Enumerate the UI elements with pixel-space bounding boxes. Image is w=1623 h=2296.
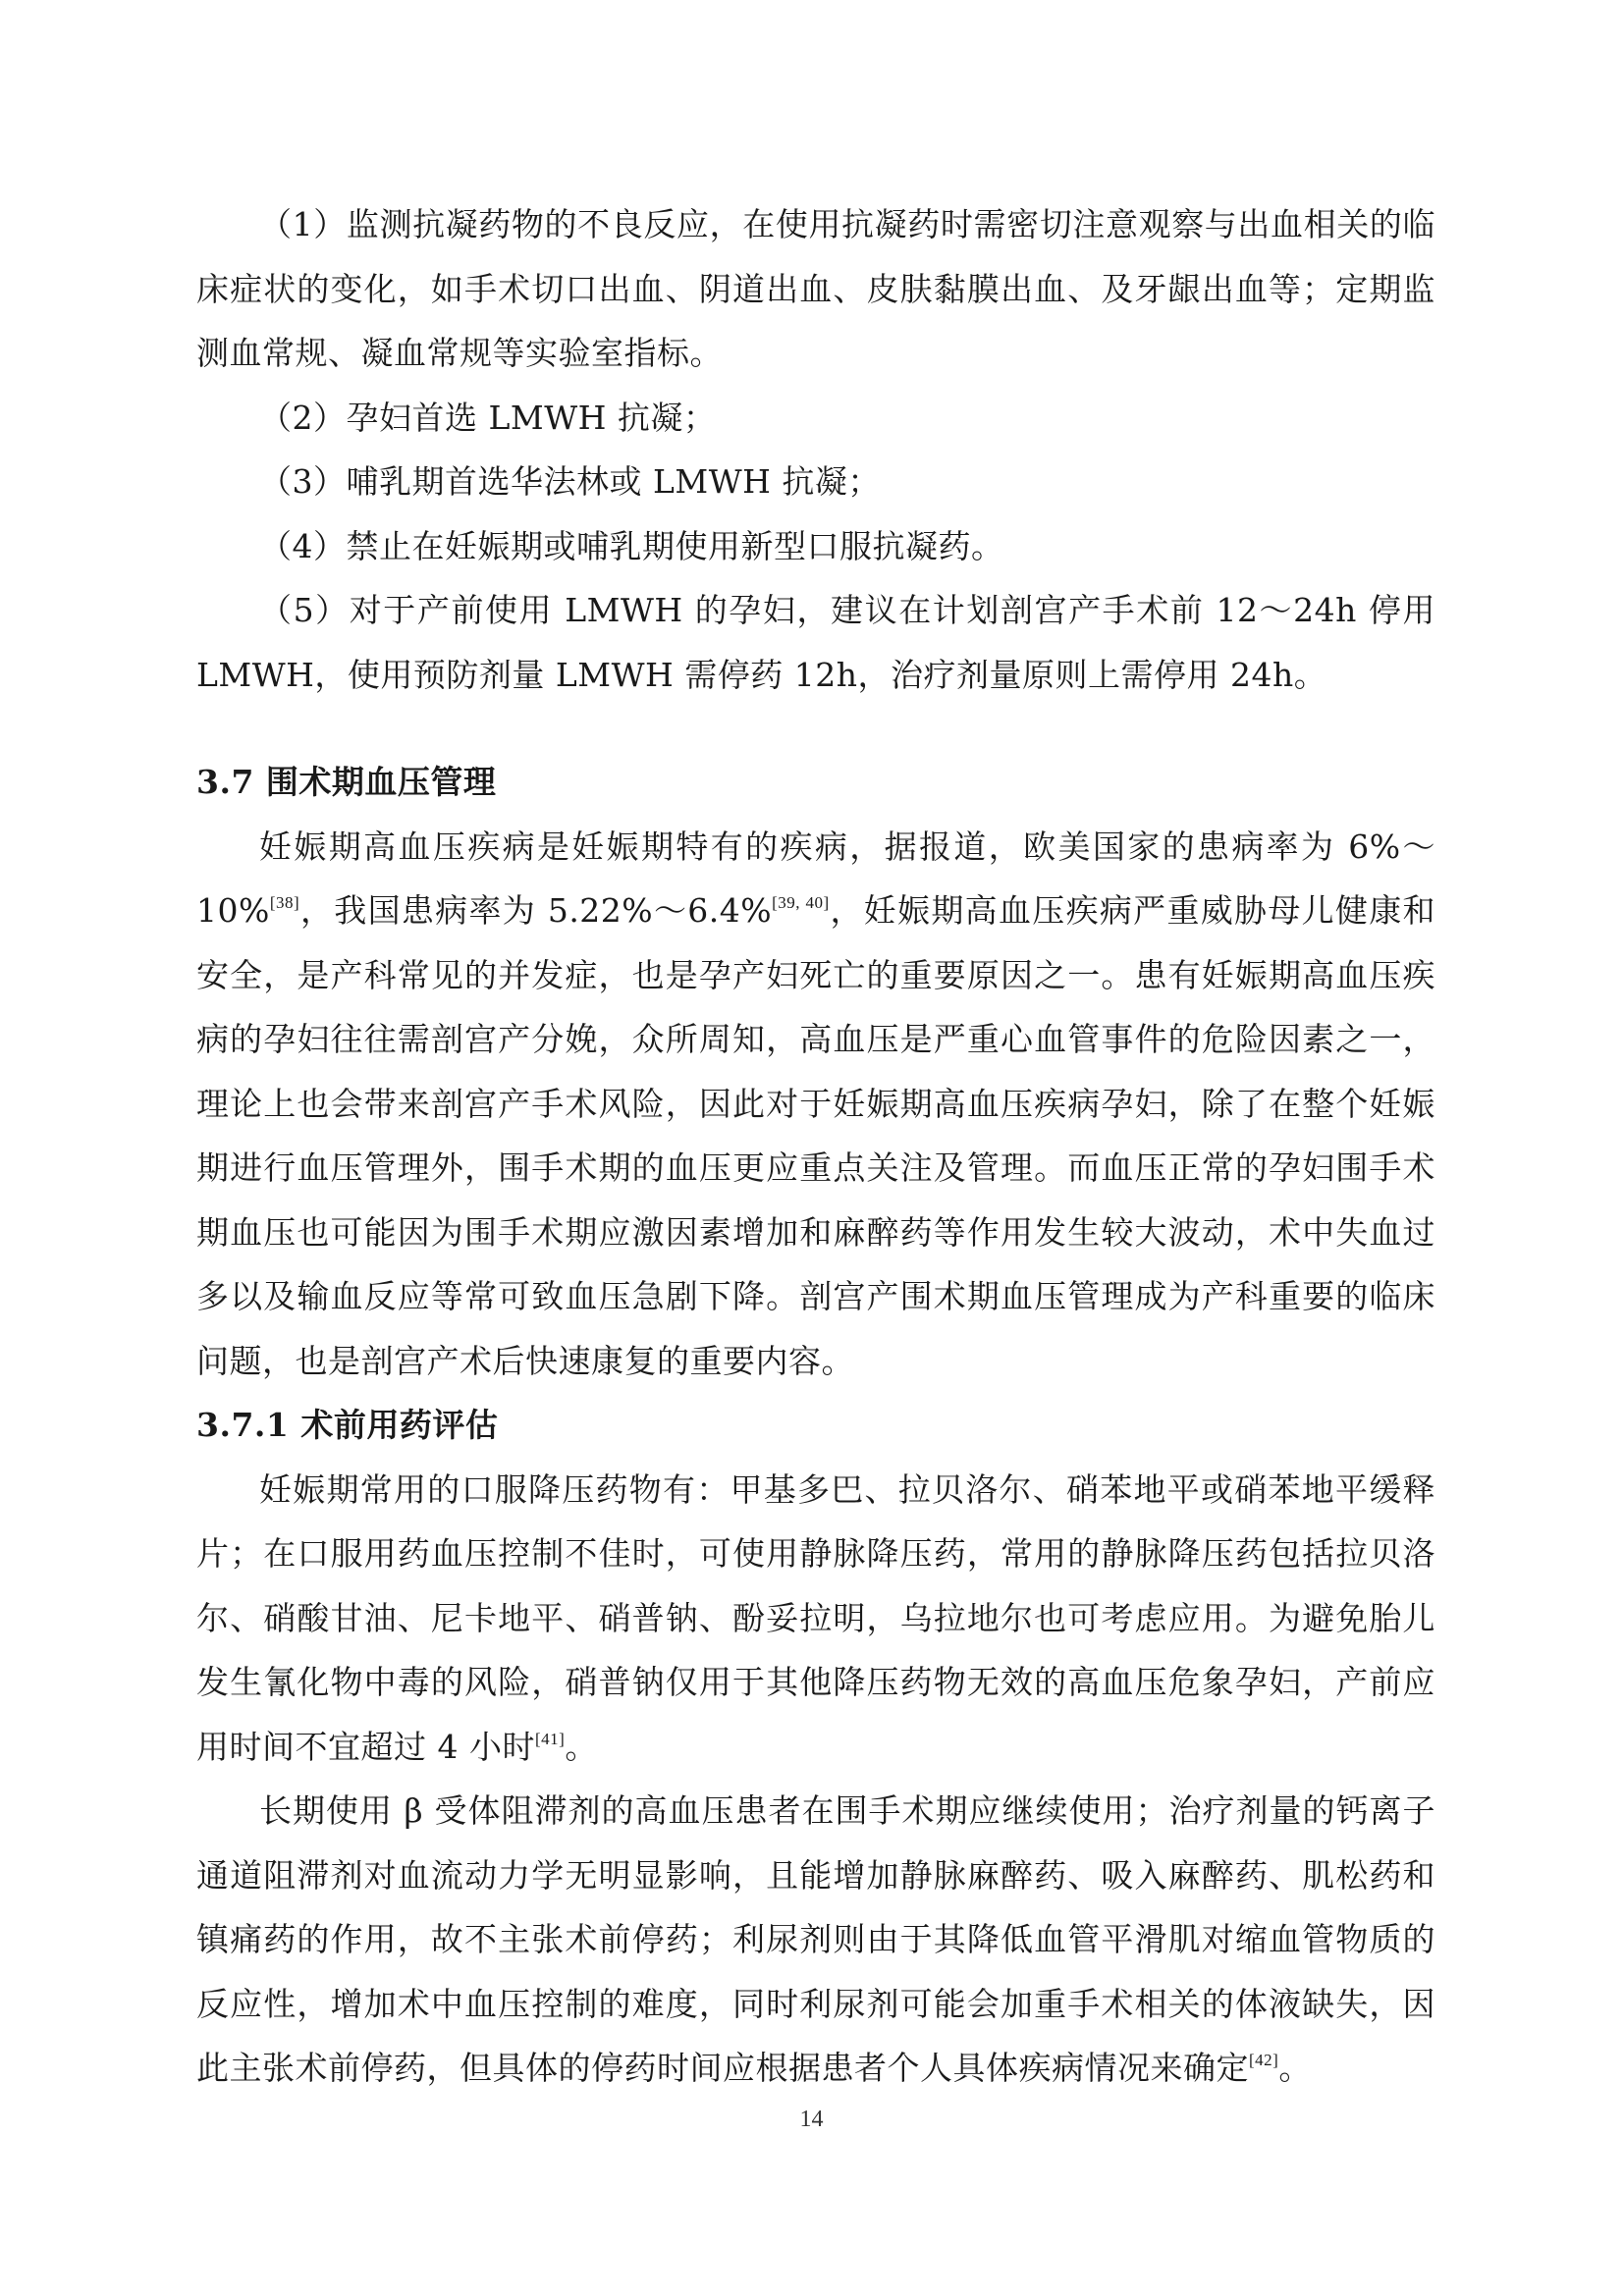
citation-42: [42] xyxy=(1249,2051,1279,2069)
page-number: 14 xyxy=(799,2107,824,2132)
paragraph-oral-drugs xyxy=(196,1458,1435,1780)
citation-39-40: [39, 40] xyxy=(772,893,830,912)
list-item-3: （3）哺乳期首选华法林或 LMWH 抗凝； xyxy=(259,462,881,501)
paragraph-text: ，我国患病率为 5.22%～6.4% xyxy=(299,891,773,930)
paragraph-text: 妊娠期高血压疾病是妊娠期特有的疾病，据报道，欧美国家的患病率为 6%～10% xyxy=(196,827,1435,930)
paragraph-text: 。 xyxy=(1278,2049,1312,2087)
list-item-4: （4）禁止在妊娠期或哺乳期使用新型口服抗凝药。 xyxy=(259,526,1004,565)
list-item-5: （5）对于产前使用 LMWH 的孕妇，建议在计划剖宫产手术前 12～24h 停用 LMWH，使用预防剂量 LMWH 需停药 12h，治疗剂量原则上需停用 24h。 xyxy=(196,591,1435,694)
citation-41: [41] xyxy=(534,1729,566,1748)
section-heading-3-7-1: 3.7.1 术前用药评估 xyxy=(196,1406,499,1444)
document-page xyxy=(196,192,1435,2101)
paragraph-text: 妊娠期常用的口服降压药物有：甲基多巴、拉贝洛尔、硝苯地平或硝苯地平缓释片；在口服用药血压控制不佳时，可使用静脉降压药，常用的静脉降压药包括拉贝洛尔、硝酸甘油、尼卡地平、硝普钠、酚妥拉明，乌拉地尔也可考虑应用。为避免胎儿发生氰化物中毒的风险，硝普钠仅用于其他降压药物无效的高血压危象孕妇，产前应用时间不宜超过 4 小时 xyxy=(196,1469,1435,1766)
list-item-2: （2）孕妇首选 LMWH 抗凝； xyxy=(259,398,717,437)
paragraph-bp-overview xyxy=(196,815,1435,1394)
citation-38: [38] xyxy=(269,893,300,912)
paragraph-beta-blockers xyxy=(196,1779,1435,2101)
paragraph-text: 。 xyxy=(565,1727,598,1766)
paragraph-text: 长期使用 β 受体阻滞剂的高血压患者在围手术期应继续使用；治疗剂量的钙离子通道阻滞剂对血流动力学无明显影响，且能增加静脉麻醉药、吸入麻醉药、肌松药和镇痛药的作用，故不主张术前停药；利尿剂则由于其降低血管平滑肌对缩血管物质的反应性，增加术中血压控制的难度，同时利尿剂可能会加重手术相关的体液缺失，因此主张术前停药，但具体的停药时间应根据患者个人具体疾病情况来确定 xyxy=(196,1791,1435,2087)
list-item-1: （1）监测抗凝药物的不良反应，在使用抗凝药时需密切注意观察与出血相关的临床症状的变化，如手术切口出血、阴道出血、皮肤黏膜出血、及牙龈出血等；定期监测血常规、凝血常规等实验室指标。 xyxy=(196,205,1435,372)
section-heading-3-7: 3.7 围术期血压管理 xyxy=(196,763,497,801)
section-gap xyxy=(196,707,1435,750)
paragraph-text: ，妊娠期高血压疾病严重威胁母儿健康和安全，是产科常见的并发症，也是孕产妇死亡的重要原因之一。患有妊娠期高血压疾病的孕妇往往需剖宫产分娩，众所周知，高血压是严重心血管事件的危险因素之一，理论上也会带来剖宫产手术风险，因此对于妊娠期高血压疾病孕妇，除了在整个妊娠期进行血压管理外，围手术期的血压更应重点关注及管理。而血压正常的孕妇围手术期血压也可能因为围手术期应激因素增加和麻醉药等作用发生较大波动，术中失血过多以及输血反应等常可致血压急剧下降。剖宫产围术期血压管理成为产科重要的临床问题，也是剖宫产术后快速康复的重要内容。 xyxy=(196,891,1436,1380)
